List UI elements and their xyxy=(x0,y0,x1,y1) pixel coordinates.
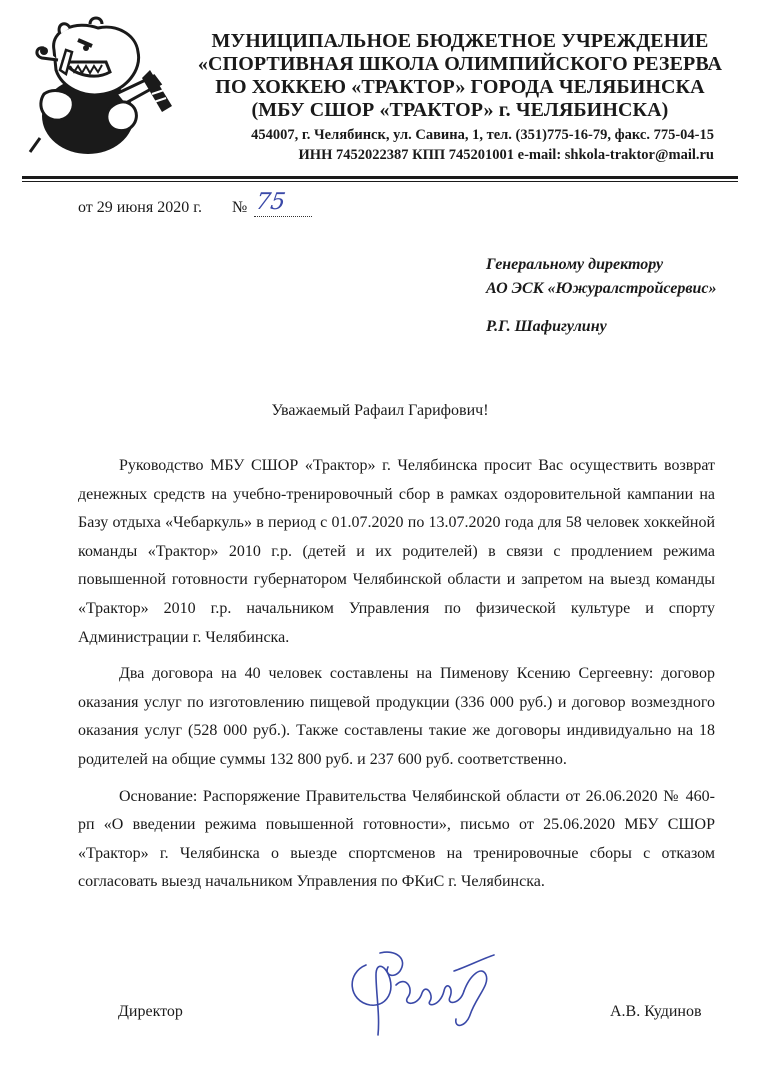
letter-date: от 29 июня 2020 г. xyxy=(78,199,202,216)
signer-name: А.В. Кудинов xyxy=(610,1003,702,1020)
org-name-line: МУНИЦИПАЛЬНОЕ БЮДЖЕТНОЕ УЧРЕЖДЕНИЕ xyxy=(211,30,709,52)
addressee-position: Генеральному директору xyxy=(486,256,664,273)
signer-title: Директор xyxy=(118,1003,183,1020)
org-requisites-line: ИНН 7452022387 КПП 745201001 e-mail: shkola-traktor@mail.ru xyxy=(298,147,714,163)
letter-number-handwritten: 75 xyxy=(254,189,288,215)
letter-body xyxy=(78,452,715,905)
header-divider-thick xyxy=(22,176,738,179)
org-name-line: (МБУ СШОР «ТРАКТОР» г. ЧЕЛЯБИНСКА) xyxy=(251,99,669,121)
org-name-line: «СПОРТИВНАЯ ШКОЛА ОЛИМПИЙСКОГО РЕЗЕРВА xyxy=(197,53,723,75)
body-paragraph: Два договора на 40 человек составлены на Пименову Ксению Сергеевну: договор оказания услуг по изготовлению пищевой продукции (336 000 руб.) и договор возмездного оказания услуг (528 000 руб.). Также составлены такие же договоры индивидуально на 18 родителей на общие суммы 132 800 руб. и 237 600 руб. соответственно. xyxy=(78,665,715,768)
letter-number-underline xyxy=(254,216,312,217)
body-paragraph: Основание: Распоряжение Правительства Челябинской области от 26.06.2020 № 460-рп «О введении режима повышенной готовности», письмо от 25.06.2020 МБУ СШОР «Трактор» г. Челябинска о выезде спортсменов на тренировочные сборы с отказом согласовать выезд начальником Управления по ФКиС г. Челябинска. xyxy=(78,787,715,891)
addressee-name: Р.Г. Шафигулину xyxy=(486,318,607,335)
organization-header xyxy=(180,30,740,165)
school-logo-polar-bear-icon xyxy=(26,10,176,160)
handwritten-signature-icon xyxy=(336,945,506,1040)
header-divider-thin xyxy=(22,181,738,182)
org-address-line: 454007, г. Челябинск, ул. Савина, 1, тел. (351)775-16-79, факс. 775-04-15 xyxy=(251,127,714,143)
body-paragraph: Руководство МБУ СШОР «Трактор» г. Челябинска просит Вас осуществить возврат денежных средств на учебно-тренировочный сбор в рамках оздоровительной кампании на Базу отдыха «Чебаркуль» в период с 01.07.2020 по 13.07.2020 года для 58 человек хоккейной команды «Трактор» 2010 г.р. (детей и их родителей) в связи с продлением режима повышенной готовности губернатором Челябинской области и запретом на выезд команды «Трактор» 2010 г.р. начальником Управления по физической культуре и спорту Администрации г. Челябинска. xyxy=(78,457,715,646)
greeting: Уважаемый Рафаил Гарифович! xyxy=(271,402,489,419)
addressee-block xyxy=(486,253,716,339)
addressee-company: АО ЭСК «Южуралстройсервис» xyxy=(486,280,717,297)
org-name-line: ПО ХОККЕЮ «ТРАКТОР» ГОРОДА ЧЕЛЯБИНСКА xyxy=(215,76,705,98)
letter-number-label: № xyxy=(232,199,248,216)
